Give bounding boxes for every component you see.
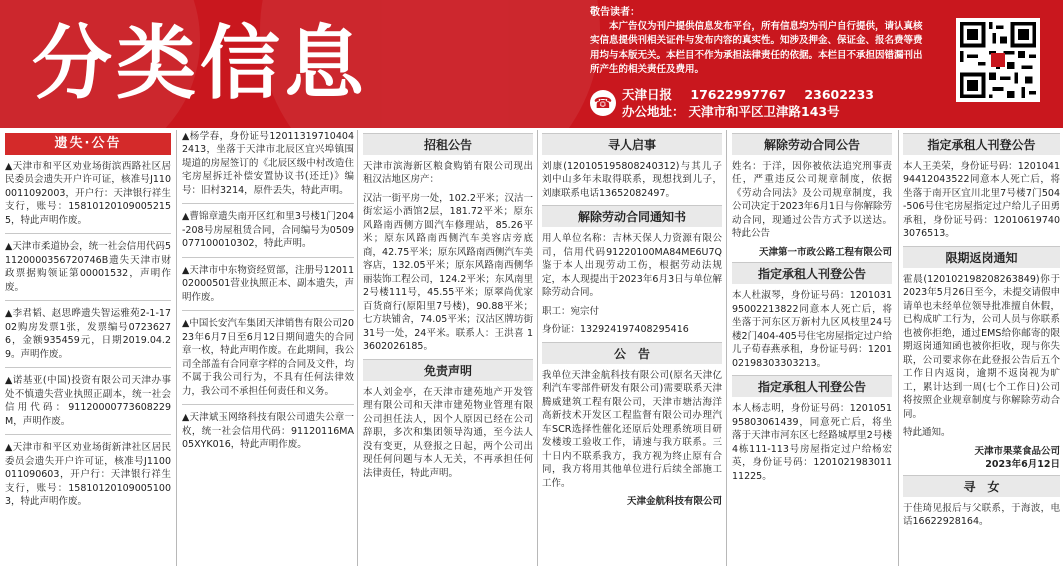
notice-paragraph: 天津市滨海新区粮食购销有限公司现出租汉沽地区房产： [363, 161, 533, 186]
notice-paragraph: ▲诺基亚(中国)投资有限公司天津办事处不慎遗失营业执照正副本，统一社会信用代码：91120000773608229M，声明作废。 [5, 375, 171, 427]
section-header: 解除劳动合同公告 [732, 133, 892, 155]
notice-separator [5, 233, 171, 234]
notice-paragraph: 汉沽一街平房一处，102.2平米；汉沽一街宏运小酒馆2层，181.72平米；原东风路南西侧方圆汽车修理站，85.26平米；原东风路南西侧汽车美容店旁底商，42.75平米；原东风路南西侧汽车美容店，132.05平米；原东风路南西侧华丽装饰工程公司，124.2平米；东风南里2号楼111号，45.55平米；原翠尚优家百货商行(原阳里7号楼)，90.88平米；七方块铺舍，74.05平米；汉沽区牌坊街31号一处，24平米。联系人：王洪喜 13602026185。 [363, 192, 533, 353]
column-5 [732, 130, 892, 566]
notice-signature: 2023年6月12日 [985, 459, 1060, 471]
column-2 [182, 130, 354, 566]
notice-signature: 天津市果菜食品公司 [974, 445, 1060, 457]
section-header: 指定承租人刊登公告 [732, 262, 892, 284]
notice-paragraph: ▲天津市和平区劝业场街滨西路社区居民委员会遗失开户许可证，核准号J1100011092003，开户行：天津银行祥生支行，账号：158101201090052155，特此声明作废。 [5, 161, 171, 226]
notice-separator [5, 367, 171, 368]
notice-paragraph: ▲中国长安汽车集团天津销售有限公司2023年6月7日至6月12日期间遗失的合同章一枚，特此声明作废。在此期间，我公司全部盖有合同章字样的合同及文件，均不属于我公司行为，不具有任何法律效力，我公司不承担任何责任和义务。 [182, 318, 354, 397]
notice-paragraph: 用人单位名称：吉林天保人力资源有限公司，信用代码91220100MA84ME6U7Q鉴于本人出现劳动工伤，根据劳动法规定，本人现提出于2023年6月3日与单位解除劳动合同。 [542, 233, 722, 299]
section-header: 指定承租人刊登公告 [732, 375, 892, 397]
notice-paragraph: ▲杨学春，身份证号120113197104042413，坐落于天津市北辰区宜兴埠镇围堤道的房屋签订的《北辰区级中村改造住宅房屋拆迁补偿安置协议书(还迁)》编号：旧村3214，原件丢失，特此声明。 [182, 131, 354, 196]
notice-signature: 天津金航科技有限公司 [626, 496, 722, 508]
contact-address [622, 103, 854, 121]
phone-number-1[interactable]: 17622997767 [690, 87, 787, 102]
address-label: 办公地址： [622, 104, 685, 119]
column-divider [898, 130, 899, 566]
contact-block [590, 86, 940, 122]
section-header: 公 告 [542, 342, 722, 364]
notice-separator [182, 257, 354, 258]
page-title: 分类信息 [32, 17, 368, 110]
notice-paragraph: 职工：宛宗付 [542, 305, 600, 317]
column-divider [537, 130, 538, 566]
notice-separator [5, 434, 171, 435]
notice-paragraph: ▲李君韬、赵思晔遗失智运雅苑2-1-1702购房发票1张，发票编号07236276，金额935459元，日期2019.04.29。声明作废。 [5, 308, 171, 360]
notice-title: 敬告读者： [590, 7, 640, 18]
notice-paragraph: 本人杨志明，身份证号码：120105195803061439，同意死亡后，将坐落于天津市河东区七经路城厚里2号楼4栋111-113号房屋指定过户给杨宏英，身份证号码：120102198301111225。 [732, 403, 892, 482]
column-1 [5, 130, 171, 566]
notice-separator [182, 404, 354, 405]
address-value: 天津市和平区卫津路143号 [688, 104, 840, 119]
notice-paragraph: ▲天津斌玉网络科技有限公司遗失公章一枚，统一社会信用代码：91120116MA05XYK016，特此声明作废。 [182, 412, 354, 451]
notice-separator [5, 300, 171, 301]
notice-paragraph: 身份证：132924197408295416 [542, 324, 689, 336]
notice-paragraph: ▲天津市和平区劝业场街新津社区居民委员会遗失开户许可证，核准号J1100011090603，开户行：天津银行祥生支行，账号：158101201090051003，特此声明作废。 [5, 442, 171, 508]
contact-phones [622, 86, 888, 104]
column-3 [363, 130, 533, 566]
notice-paragraph: 本人杜淑琴，身份证号码：120103195002213822同意本人死亡后，将坐落于河东区万新村九区风枝里24号楼2门404-405号住宅房屋指定过户给儿子荀春燕承租，身份证号码：120102198303303213。 [732, 290, 892, 369]
qr-code-icon[interactable] [956, 18, 1040, 102]
notice-paragraph: 姓名：于洋，因你被依法追究刑事责任，严重违反公司规章制度，依据《劳动合同法》及公司规章制度，我公司决定于2023年6月1日与你解除劳动合同，现通过公告方式予以送达。特此公告 [732, 161, 892, 240]
section-header: 免责声明 [363, 359, 533, 381]
section-header: 遗失·公告 [5, 133, 171, 155]
column-4 [542, 130, 722, 566]
contact-org: 天津日报 [622, 87, 673, 102]
section-header: 招租公告 [363, 133, 533, 155]
notice-paragraph: 刘康(120105195808240312)与其儿子刘中山多年未取得联系，现想找到儿子，刘康联系电话13652082497。 [542, 161, 722, 199]
column-6 [903, 130, 1060, 566]
column-divider [726, 130, 727, 566]
notice-paragraph: 霍晨(120102198208263849)你于2023年5月26日至今，未提交请假申请单也未经单位领导批准擅自休假，已构成旷工行为，公司人员与你联系也被你拒绝，通过EMS给你邮寄的限期返岗通知函也被你拒收，现与你失联，公司要求你在此登报公告后五个工作日内返岗，逾期不返岗视为旷工，累计达到一周(七个工作日)公司将按照企业规章制度与你解除劳动合同。 [903, 273, 1060, 420]
masthead [0, 0, 1063, 128]
phone-number-2[interactable]: 23602233 [804, 87, 875, 102]
notice-separator [182, 310, 354, 311]
section-header: 指定承租人刊登公告 [903, 133, 1060, 155]
column-divider [176, 130, 177, 566]
phone-icon: ☎ [590, 90, 616, 116]
section-header: 解除劳动合同通知书 [542, 205, 722, 227]
notice-body: 本广告仅为刊户提供信息发布平台，所有信息均为刊户自行提供，请认真核实信息提供刊相关证件与发布内容的真实性。知涉及押金、保证金、报名费等费用均与本版无关。本栏目不作为承担法律责任的依据。本栏目不承担因错漏刊出所产生的相关责任及费用。 [590, 21, 923, 75]
notice-paragraph: 特此通知。 [903, 427, 951, 439]
notice-paragraph: 于佳琦见报后与父联系，于海波，电话16622928164。 [903, 502, 1060, 528]
notice-paragraph: ▲曹锦章遗失南开区红和里3号楼1门204-208号房屋租赁合同，合同编号为0509077100010302，特此声明。 [182, 211, 354, 250]
section-header: 限期返岗通知 [903, 246, 1060, 268]
qr-code-graphic [960, 22, 1036, 98]
notice-paragraph: 本人王美荣，身份证号码：120104194412043522同意本人死亡后，将坐落于南开区宜川北里7号楼7门504-506号住宅房屋指定过户给儿子田勇承租，身份证号码：120106197403076513。 [903, 161, 1060, 240]
notice-paragraph: ▲天津市中东物资经贸部，注册号1201102000501营业执照正本、副本遗失，声明作废。 [182, 264, 354, 303]
notice-paragraph: ▲天津市柔道协会，统一社会信用代码51120000356720746B遗失天津市财政票据购领证第00001532，声明作废。 [5, 241, 171, 293]
notice-paragraph: 我单位天津金航科技有限公司(原名天津亿利汽车零部件研发有限公司)需要联系天津腾威建筑工程有限公司，天津市塘沽海洋高新技术开发区工程监督有限公司办理汽车SCR选择性催化还原后处理系统项目研发楼竣工验收工作，请速与我方联系。三十日内不联系我方，我方视为终止原有合同，我方将用其他单位进行后续全部施工工作。 [542, 369, 722, 489]
notice-signature: 天津第一市政公路工程有限公司 [758, 246, 892, 258]
section-header: 寻 女 [903, 475, 1060, 497]
section-header: 寻人启事 [542, 133, 722, 155]
notice-paragraph: 本人刘金亭，在天津市建苑地产开发管理有限公司和天津市建苑物业管理有限公司担任法人，因个人原因已经在公司辞职，多次和集团领导沟通，至今法人没有变更，从登报之日起，两个公司出现任何问题与本人无关，不再承担任何法律责任，特此声明。 [363, 386, 533, 479]
notice-separator [182, 203, 354, 204]
column-divider [357, 130, 358, 566]
